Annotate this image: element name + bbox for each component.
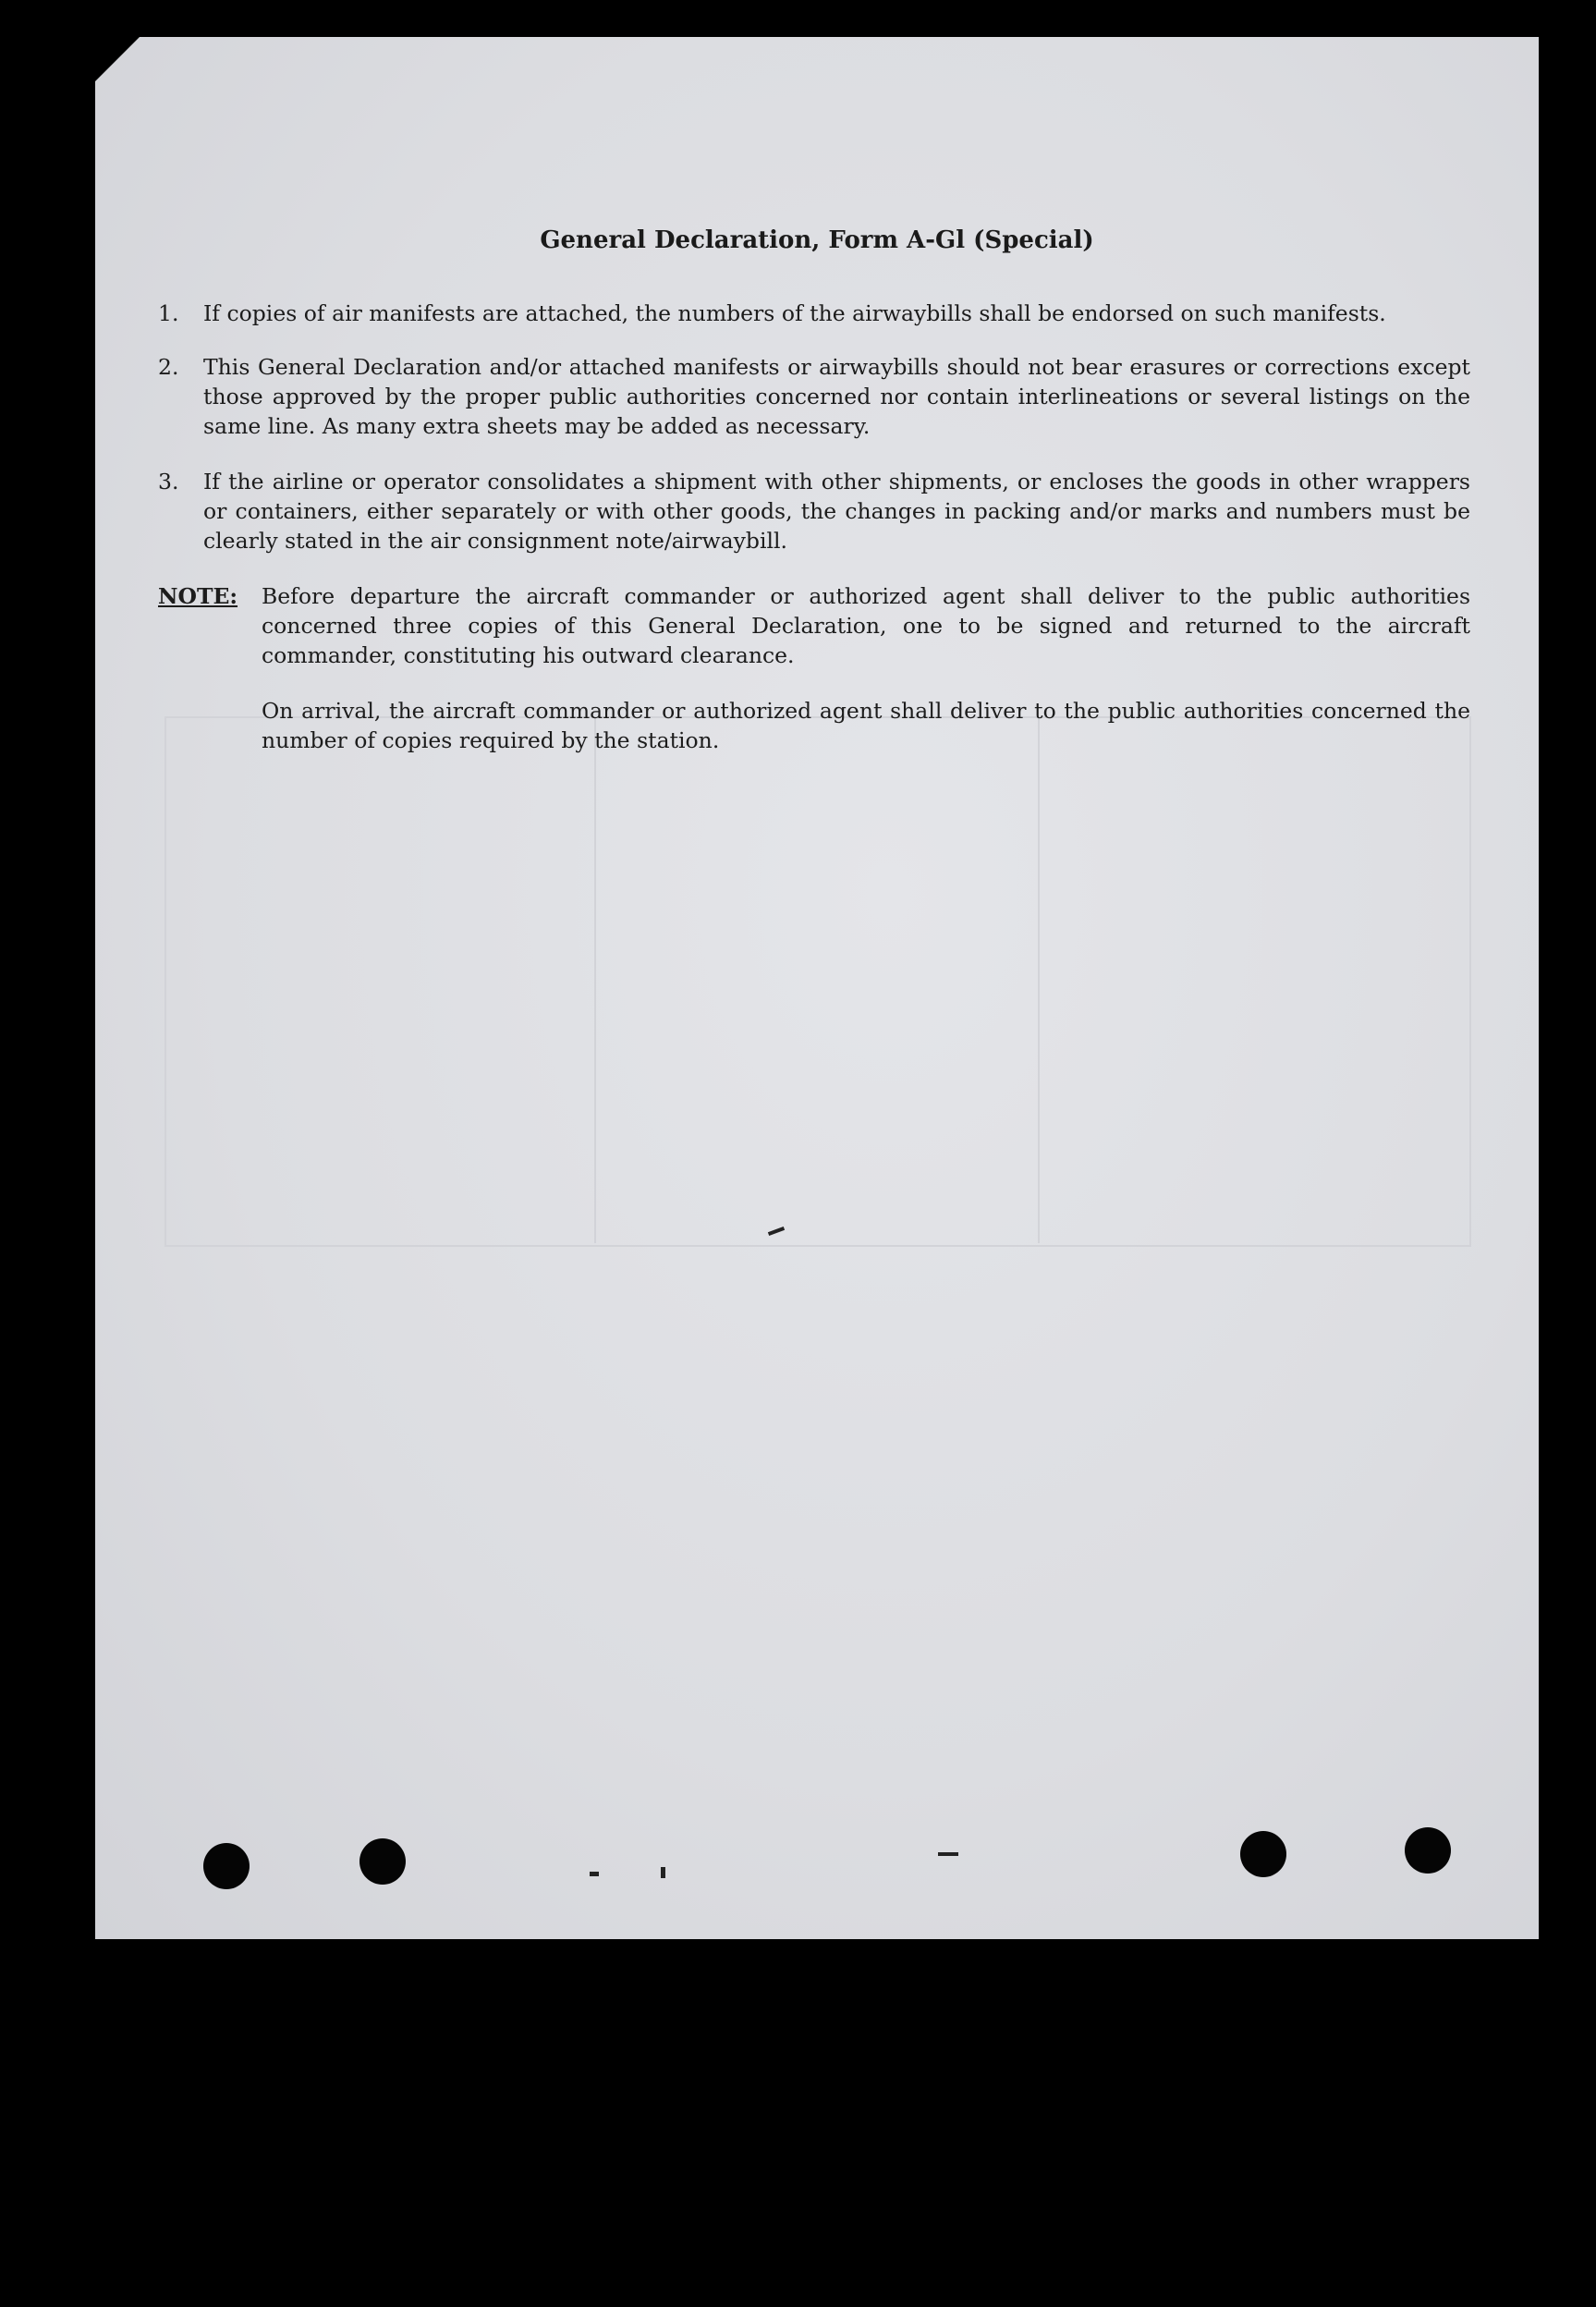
punch-hole (1405, 1827, 1451, 1874)
item-number: 2. (158, 354, 179, 380)
item-text: This General Declaration and/or attached manifests or airwaybills should not bear erasures or corrections except those approved by the proper public authorities concerned nor contain interlineations or several listings on the same line. As many extra sheets may be added as necessary. (203, 354, 1470, 439)
list-item (158, 467, 1470, 555)
item-number: 3. (158, 469, 179, 494)
item-text: If copies of air manifests are attached, the numbers of the airwaybills shall be endorsed on such manifests. (203, 300, 1386, 326)
punch-hole (1240, 1831, 1286, 1877)
item-text: If the airline or operator consolidates a shipment with other shipments, or encloses the goods in other wrappers or containers, either separately or with other goods, the changes in packing and/or marks and numbers must be clearly stated in the air consignment note/airwaybill. (203, 469, 1470, 554)
speck (590, 1872, 599, 1876)
folded-corner (95, 37, 140, 81)
bleed-through-box (164, 716, 1471, 1247)
item-number: 1. (158, 300, 179, 326)
punch-hole (203, 1843, 250, 1889)
note-paragraph: Before departure the aircraft commander or authorized agent shall deliver to the public authorities concerned three copies of this General Declaration, one to be signed and returned to the aircraft commander, constituting his outward clearance. (262, 583, 1470, 668)
punch-hole (359, 1838, 406, 1885)
note-label: NOTE: (158, 583, 238, 609)
note-paragraph: On arrival, the aircraft commander or authorized agent shall deliver to the public authorities concerned the number of copies required by the station. (262, 698, 1470, 753)
speck (938, 1852, 958, 1856)
bleed-through-line (1038, 716, 1040, 1243)
bleed-through-line (594, 716, 596, 1243)
list-item (158, 352, 1470, 441)
document-page (95, 37, 1539, 1939)
list-item (158, 299, 1470, 328)
speck (661, 1867, 665, 1878)
page-title: General Declaration, Form A-Gl (Special) (540, 226, 1094, 254)
